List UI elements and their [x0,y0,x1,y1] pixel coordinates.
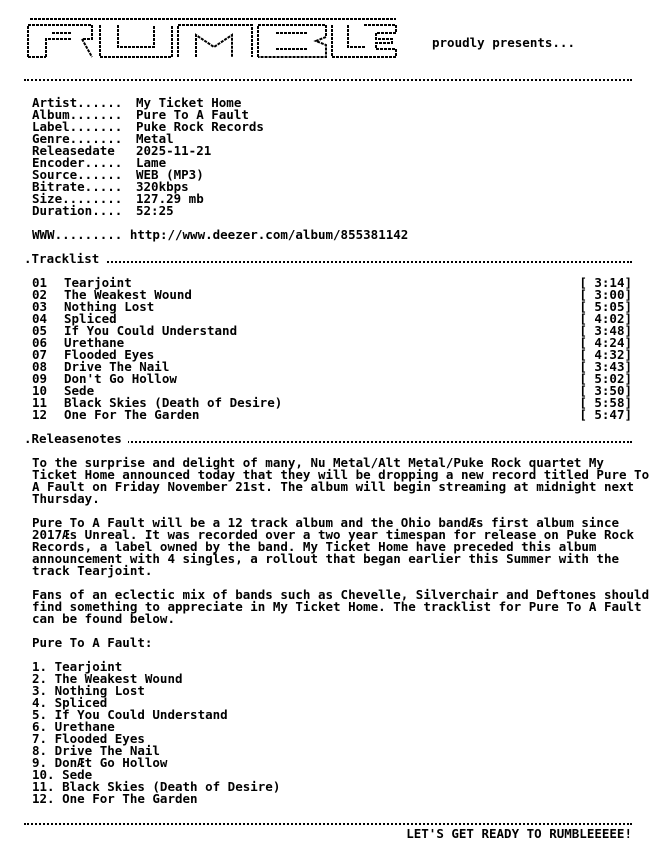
notes-list-item: 9. DonÆt Go Hollow [32,755,168,770]
track-duration: [ 4:32] [579,347,632,362]
info-value: 320kbps [136,179,189,194]
info-label: Size........ [32,191,123,206]
track-number: 01 [32,275,48,290]
track-duration: [ 5:02] [579,371,632,386]
rumble-logo [26,17,398,59]
notes-list-item: 11. Black Skies (Death of Desire) [32,779,281,794]
info-label: Genre....... [32,131,123,146]
top-divider [24,79,632,81]
presents-text: proudly presents... [432,35,575,50]
info-row [32,203,174,218]
notes-list-item: 8. Drive The Nail [32,743,160,758]
notes-list-item: 7. Flooded Eyes [32,731,145,746]
info-value: Pure To A Fault [136,107,249,122]
notes-list-title: Pure To A Fault: [32,635,153,650]
info-value: Lame [136,155,167,170]
track-title: Flooded Eyes [64,347,155,362]
track-title: Black Skies (Death of Desire) [64,395,283,410]
bottom-divider [24,823,632,825]
info-value: Metal [136,131,174,146]
track-number: 02 [32,287,48,302]
www-row [32,229,408,241]
notes-list-item: 10. Sede [32,767,93,782]
track-title: Spliced [64,311,117,326]
track-number: 08 [32,359,48,374]
info-value: 2025-11-21 [136,143,212,158]
track-title: Drive The Nail [64,359,170,374]
footer-slogan: LET'S GET READY TO RUMBLEEEEE! [406,826,632,841]
notes-paragraph-2: Pure To A Fault will be a 12 track album and the Ohio bandÆs first album since 2017Æs Unreal. It was recorded over a two year timespan for release on Puke Rock Records, a label owned by the band. My Ticket Home have preceded this album announcement with 4 singles, a rollout that began earlier this Summer with the track Tearjoint. [32,515,635,578]
track-title: Nothing Lost [64,299,155,314]
track-duration: [ 4:24] [579,335,632,350]
track-number: 03 [32,299,48,314]
info-label: Artist...... [32,95,123,110]
track-title: One For The Garden [64,407,200,422]
track-title: Urethane [64,335,125,350]
track-duration: [ 5:05] [579,299,632,314]
info-label: Encoder..... [32,155,123,170]
info-label: Releasedate [32,143,115,158]
track-duration: [ 3:00] [579,287,632,302]
tracklist-header [24,253,632,265]
track-title: The Weakest Wound [64,287,192,302]
releasenotes-title: .Releasenotes [24,433,128,445]
track-duration: [ 3:43] [579,359,632,374]
track-row [32,407,200,422]
notes-list-item: 4. Spliced [32,695,108,710]
track-duration: [ 5:47] [579,407,632,422]
track-title: If You Could Understand [64,323,238,338]
notes-list-item: 5. If You Could Understand [32,707,228,722]
notes-list-item: 1. Tearjoint [32,659,123,674]
info-value: 127.29 mb [136,191,204,206]
info-label: Bitrate..... [32,179,123,194]
info-value: Puke Rock Records [136,119,264,134]
info-value: WEB (MP3) [136,167,204,182]
info-label: Album....... [32,107,123,122]
track-duration: [ 3:50] [579,383,632,398]
track-number: 04 [32,311,48,326]
track-number: 05 [32,323,48,338]
info-label: Label....... [32,119,123,134]
track-number: 06 [32,335,48,350]
www-label: WWW......... [32,227,123,242]
track-duration: [ 3:14] [579,275,632,290]
www-url: http://www.deezer.com/album/855381142 [129,227,409,242]
track-title: Don't Go Hollow [64,371,177,386]
info-label: Source...... [32,167,123,182]
notes-list-item: 3. Nothing Lost [32,683,145,698]
track-duration: [ 3:48] [579,323,632,338]
notes-paragraph-1: To the surprise and delight of many, Nu Metal/Alt Metal/Puke Rock quartet My Ticket Home announced today that they will be dropping a new record titled Pure To A Fault on Friday November 21st. The album will begin streaming at midnight next Thursday. [32,455,650,506]
track-number: 12 [32,407,48,422]
notes-list-item: 6. Urethane [32,719,115,734]
track-number: 11 [32,395,48,410]
info-value: My Ticket Home [136,95,242,110]
track-duration: [ 4:02] [579,311,632,326]
tracklist-title: .Tracklist [24,253,105,265]
track-title: Sede [64,383,95,398]
notes-list-item: 12. One For The Garden [32,791,198,806]
notes-paragraph-3: Fans of an eclectic mix of bands such as Chevelle, Silverchair and Deftones should find something to appreciate in My Ticket Home. The tracklist for Pure To A Fault can be found below. [32,587,650,626]
track-number: 09 [32,371,48,386]
info-value: 52:25 [136,203,174,218]
track-number: 07 [32,347,48,362]
releasenotes-header [24,433,632,445]
track-number: 10 [32,383,48,398]
track-duration: [ 5:58] [579,395,632,410]
info-label: Duration.... [32,203,123,218]
notes-list-item: 2. The Weakest Wound [32,671,183,686]
track-title: Tearjoint [64,275,132,290]
